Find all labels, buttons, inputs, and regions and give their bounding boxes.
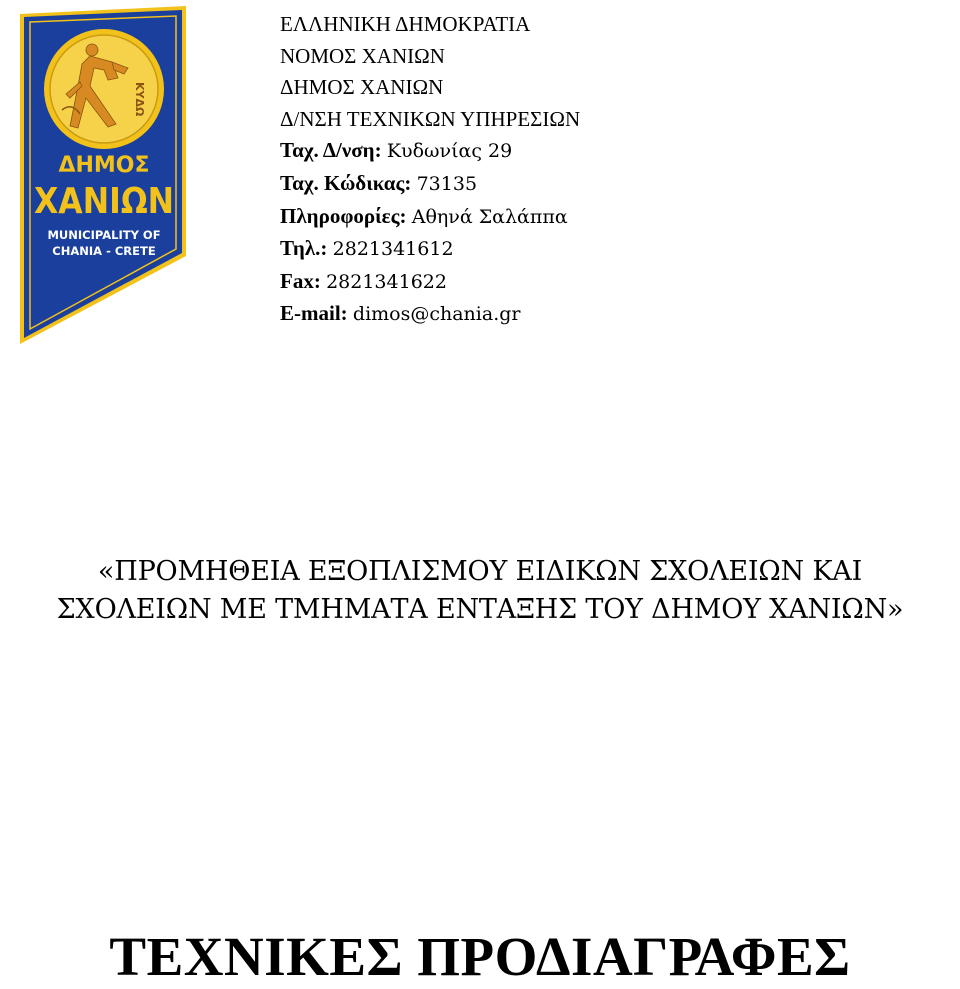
phone-value: 2821341612: [332, 238, 454, 261]
logo-sub-line1: MUNICIPALITY OF: [47, 228, 161, 242]
header-fax: [280, 266, 580, 299]
info-value: Αθηνά Σαλάππα: [411, 205, 568, 228]
header-phone: [280, 233, 580, 266]
header-block: [280, 9, 580, 331]
logo-sub-line2: CHANIA - CRETE: [52, 244, 156, 258]
fax-label: Fax:: [280, 268, 321, 293]
header-municipality: ΔΗΜΟΣ ΧΑΝΙΩΝ: [280, 75, 444, 100]
email-label: E-mail:: [280, 301, 348, 326]
email-value: dimos@chania.gr: [352, 303, 521, 326]
address-label: Ταχ. Δ/νση:: [280, 138, 382, 163]
header-info: [280, 201, 580, 234]
header-country: ΕΛΛΗΝΙΚΗ ΔΗΜΟΚΡΑΤΙΑ: [280, 12, 531, 36]
spec-heading: ΤΕΧΝΙΚΕΣ ΠΡΟΔΙΑΓΡΑΦΕΣ: [109, 926, 851, 987]
municipality-logo: [20, 6, 188, 346]
header-address: [280, 135, 580, 168]
address-value: Κυδωνίας 29: [386, 140, 513, 163]
logo-top-text: ΔΗΜΟΣ: [58, 153, 150, 178]
title-line-1: «ΠΡΟΜΗΘΕΙΑ ΕΞΟΠΛΙΣΜΟΥ ΕΙΔΙΚΩΝ ΣΧΟΛΕΙΩΝ ΚΑΙ: [97, 556, 863, 587]
postal-label: Ταχ. Κώδικας:: [280, 170, 412, 195]
document-title: [0, 553, 960, 629]
header-department: Δ/ΝΣΗ ΤΕΧΝΙΚΩΝ ΥΠΗΡΕΣΙΩΝ: [280, 106, 581, 131]
info-label: Πληροφορίες:: [280, 203, 407, 228]
logo-coin-text: ΚΥΔΩ: [133, 82, 146, 117]
header-email: [280, 298, 580, 331]
logo-main-text: ΧΑΝΙΩΝ: [34, 181, 174, 222]
fax-value: 2821341622: [326, 270, 447, 293]
phone-label: Τηλ.:: [280, 236, 328, 261]
header-prefecture: ΝΟΜΟΣ ΧΑΝΙΩΝ: [280, 43, 445, 68]
title-line-2: ΣΧΟΛΕΙΩΝ ΜΕ ΤΜΗΜΑΤΑ ΕΝΤΑΞΗΣ ΤΟΥ ΔΗΜΟΥ ΧΑΝΙΩΝ»: [56, 594, 904, 625]
header-postal: [280, 168, 580, 201]
postal-value: 73135: [416, 172, 478, 195]
